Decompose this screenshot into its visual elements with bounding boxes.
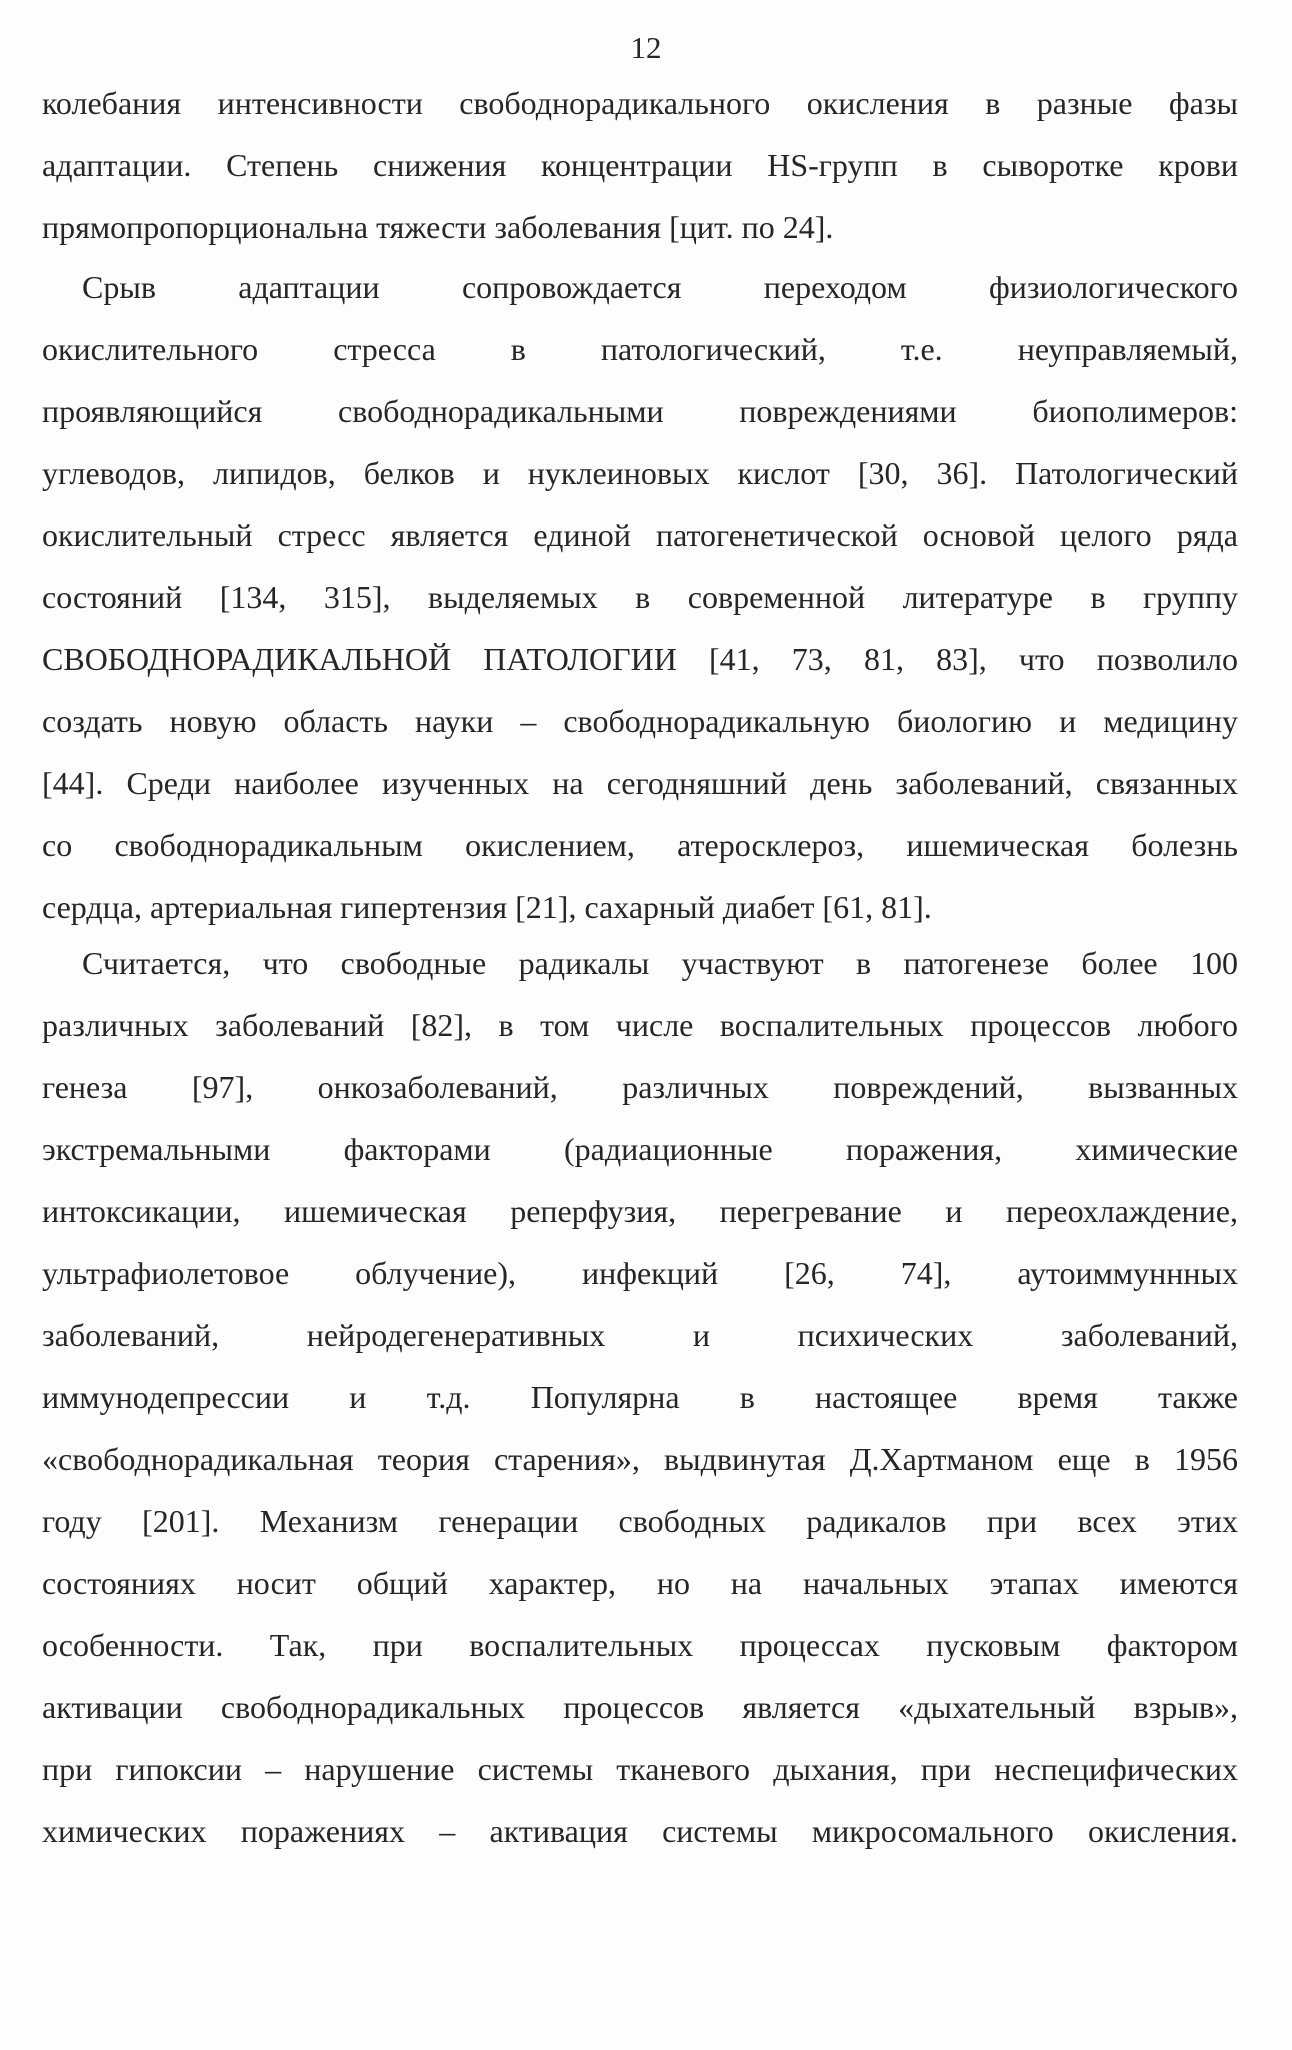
paragraph-line: колебания интенсивности свободнорадикального окисления в разные фазы — [42, 85, 1238, 121]
paragraph-line: углеводов, липидов, белков и нуклеиновых кислот [30, 36]. Патологический — [42, 455, 1238, 491]
paragraph-line: ультрафиолетовое облучение), инфекций [26, 74], аутоиммуннных — [42, 1255, 1238, 1291]
paragraph-line: проявляющийся свободнорадикальными повреждениями биополимеров: — [42, 393, 1238, 429]
page-number: 12 — [630, 30, 662, 65]
paragraph-line: со свободнорадикальным окислением, атеросклероз, ишемическая болезнь — [42, 827, 1238, 863]
paragraph-line: «свободнорадикальная теория старения», выдвинутая Д.Хартманом еще в 1956 — [42, 1441, 1238, 1477]
paragraph-line: адаптации. Степень снижения концентрации HS-групп в сыворотке крови — [42, 147, 1238, 183]
paragraph-line: [44]. Среди наиболее изученных на сегодняшний день заболеваний, связанных — [42, 765, 1238, 801]
paragraph-line: экстремальными факторами (радиационные поражения, химические — [42, 1131, 1238, 1167]
paragraph-line: химических поражениях – активация системы микросомального окисления. — [42, 1813, 1238, 1849]
paragraph-3 — [42, 932, 1238, 1862]
paragraph-line: состояниях носит общий характер, но на начальных этапах имеются — [42, 1565, 1238, 1601]
paragraph-line: генеза [97], онкозаболеваний, различных повреждений, вызванных — [42, 1069, 1238, 1105]
paragraph-line: иммунодепрессии и т.д. Популярна в настоящее время также — [42, 1379, 1238, 1415]
paragraph-line: заболеваний, нейродегенеративных и психических заболеваний, — [42, 1317, 1238, 1353]
paragraph-line: особенности. Так, при воспалительных процессах пусковым фактором — [42, 1627, 1238, 1663]
paragraph-line: состояний [134, 315], выделяемых в современной литературе в группу — [42, 579, 1238, 615]
paragraph-line: Срыв адаптации сопровождается переходом физиологического — [82, 269, 1238, 305]
paragraph-line: различных заболеваний [82], в том числе воспалительных процессов любого — [42, 1007, 1238, 1043]
paragraph-line: прямопропорциональна тяжести заболевания [цит. по 24]. — [42, 209, 834, 245]
paragraph-line: создать новую область науки – свободнорадикальную биологию и медицину — [42, 703, 1238, 739]
paragraph-line: окислительный стресс является единой патогенетической основой целого ряда — [42, 517, 1238, 553]
paragraph-line: интоксикации, ишемическая реперфузия, перегревание и переохлаждение, — [42, 1193, 1238, 1229]
paragraph-line: при гипоксии – нарушение системы тканевого дыхания, при неспецифических — [42, 1751, 1238, 1787]
paragraph-line: СВОБОДНОРАДИКАЛЬНОЙ ПАТОЛОГИИ [41, 73, 81, 83], что позволило — [42, 641, 1238, 677]
paragraph-line: активации свободнорадикальных процессов является «дыхательный взрыв», — [42, 1689, 1238, 1725]
paragraph-line: году [201]. Механизм генерации свободных радикалов при всех этих — [42, 1503, 1238, 1539]
paragraph-line: сердца, артериальная гипертензия [21], сахарный диабет [61, 81]. — [42, 889, 932, 925]
paragraph-1 — [42, 72, 1238, 258]
paragraph-2 — [42, 256, 1238, 938]
paragraph-line: Считается, что свободные радикалы участвуют в патогенезе более 100 — [82, 945, 1238, 981]
paragraph-line: окислительного стресса в патологический, т.е. неуправляемый, — [42, 331, 1238, 367]
